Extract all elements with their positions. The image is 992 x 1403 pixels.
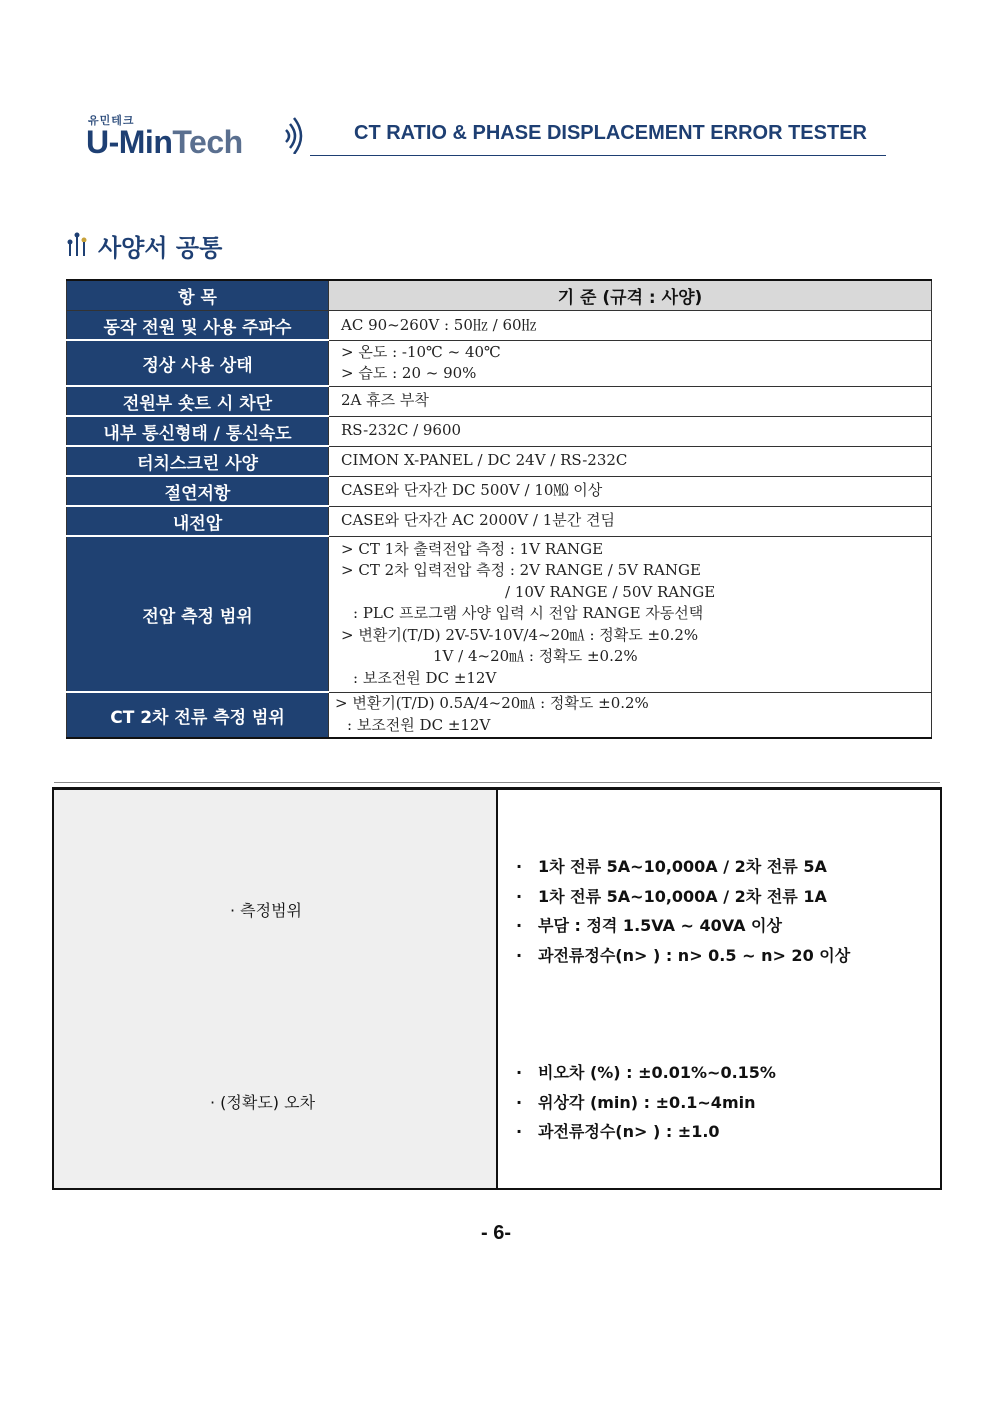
list-item: · 위상각 (min) : ±0.1~4min	[516, 1092, 756, 1112]
value-line: > CT 2차 입력전압 측정 : 2V RANGE / 5V RANGE	[341, 561, 701, 580]
logo-korean-text: 유민테크	[88, 114, 135, 127]
range-label-column	[54, 790, 498, 1188]
value-line: CASE와 단자간 AC 2000V / 1분간 견딤	[341, 511, 615, 530]
row-item: 터치스크린 사양	[67, 446, 329, 476]
document-title: CT RATIO & PHASE DISPLACEMENT ERROR TESTER	[354, 122, 867, 144]
page-number: - 6-	[481, 1222, 511, 1244]
antenna-icon	[64, 230, 90, 258]
measure-range-list	[516, 852, 850, 970]
value-line: CASE와 단자간 DC 500V / 10㏁ 이상	[341, 481, 603, 500]
header-item: 항 목	[67, 280, 329, 311]
company-logo	[86, 112, 316, 172]
row-value	[329, 692, 932, 738]
list-item: · 1차 전류 5A~10,000A / 2차 전류 5A	[516, 857, 827, 876]
list-item: · 비오차 (%) : ±0.01%~0.15%	[516, 1063, 776, 1082]
row-item: 전원부 숏트 시 차단	[67, 386, 329, 416]
row-item: 정상 사용 상태	[67, 340, 329, 386]
table-row	[67, 536, 932, 692]
range-value-column	[498, 790, 940, 1188]
value-line: 2A 휴즈 부착	[341, 391, 429, 410]
list-item: · 부담 : 정격 1.5VA ~ 40VA 이상	[516, 916, 782, 935]
header-standard: 기 준 (규격 : 사양)	[329, 280, 932, 311]
value-line: > 변환기(T/D) 2V-5V-10V/4~20㎃ : 정확도 ±0.2%	[341, 625, 699, 644]
row-value	[329, 311, 932, 341]
row-value	[329, 536, 932, 692]
signal-waves-icon	[282, 114, 308, 154]
logo-wordmark-part1: U-Min	[86, 124, 173, 160]
table-row	[67, 416, 932, 446]
value-line: RS-232C / 9600	[341, 421, 462, 440]
value-line: : 보조전원 DC ±12V	[353, 668, 497, 687]
value-line: > 변환기(T/D) 0.5A/4~20㎃ : 정확도 ±0.2%	[335, 694, 649, 713]
row-item: 절연저항	[67, 476, 329, 506]
row-value	[329, 340, 932, 386]
measure-range-label: · 측정범위	[230, 901, 302, 920]
spec-table	[66, 279, 932, 739]
list-item: · 과전류정수(n> ) : n> 0.5 ~ n> 20 이상	[516, 945, 851, 965]
table-row	[67, 311, 932, 341]
row-value	[329, 446, 932, 476]
table-top-rule	[54, 782, 940, 783]
row-item: 동작 전원 및 사용 주파수	[67, 311, 329, 341]
table-row	[67, 476, 932, 506]
table-row	[67, 386, 932, 416]
table-row	[67, 340, 932, 386]
spec-table-header	[67, 280, 932, 311]
value-line: 1V / 4~20㎃ : 정확도 ±0.2%	[433, 647, 638, 666]
list-item: · 과전류정수(n> ) : ±1.0	[516, 1122, 720, 1141]
table-row	[67, 692, 932, 738]
value-line: / 10V RANGE / 50V RANGE	[505, 582, 716, 601]
table-row	[67, 506, 932, 536]
section-title: 사양서 공통	[98, 234, 223, 262]
row-value	[329, 476, 932, 506]
value-line: AC 90~260V : 50㎐ / 60㎐	[341, 315, 537, 334]
value-line: : 보조전원 DC ±12V	[347, 715, 491, 734]
accuracy-error-label: · (정확도) 오차	[210, 1093, 316, 1112]
row-item: 전압 측정 범위	[67, 536, 329, 692]
logo-wordmark	[86, 124, 243, 161]
row-item: 내부 통신형태 / 통신속도	[67, 416, 329, 446]
value-line: > 습도 : 20 ~ 90%	[341, 364, 477, 382]
row-value	[329, 506, 932, 536]
header-divider	[310, 155, 886, 156]
row-value	[329, 386, 932, 416]
row-item: CT 2차 전류 측정 범위	[67, 692, 329, 738]
row-item: 내전압	[67, 506, 329, 536]
value-line: : PLC 프로그램 사양 입력 시 전압 RANGE 자동선택	[353, 604, 704, 623]
value-line: > 온도 : -10℃ ~ 40℃	[341, 342, 501, 361]
accuracy-error-list	[516, 1058, 776, 1147]
row-value	[329, 416, 932, 446]
table-row	[67, 446, 932, 476]
list-item: · 1차 전류 5A~10,000A / 2차 전류 1A	[516, 886, 827, 906]
value-line: CIMON X-PANEL / DC 24V / RS-232C	[341, 451, 628, 470]
value-line: > CT 1차 출력전압 측정 : 1V RANGE	[341, 539, 604, 558]
range-table	[52, 787, 942, 1190]
logo-wordmark-part2: Tech	[172, 124, 243, 160]
